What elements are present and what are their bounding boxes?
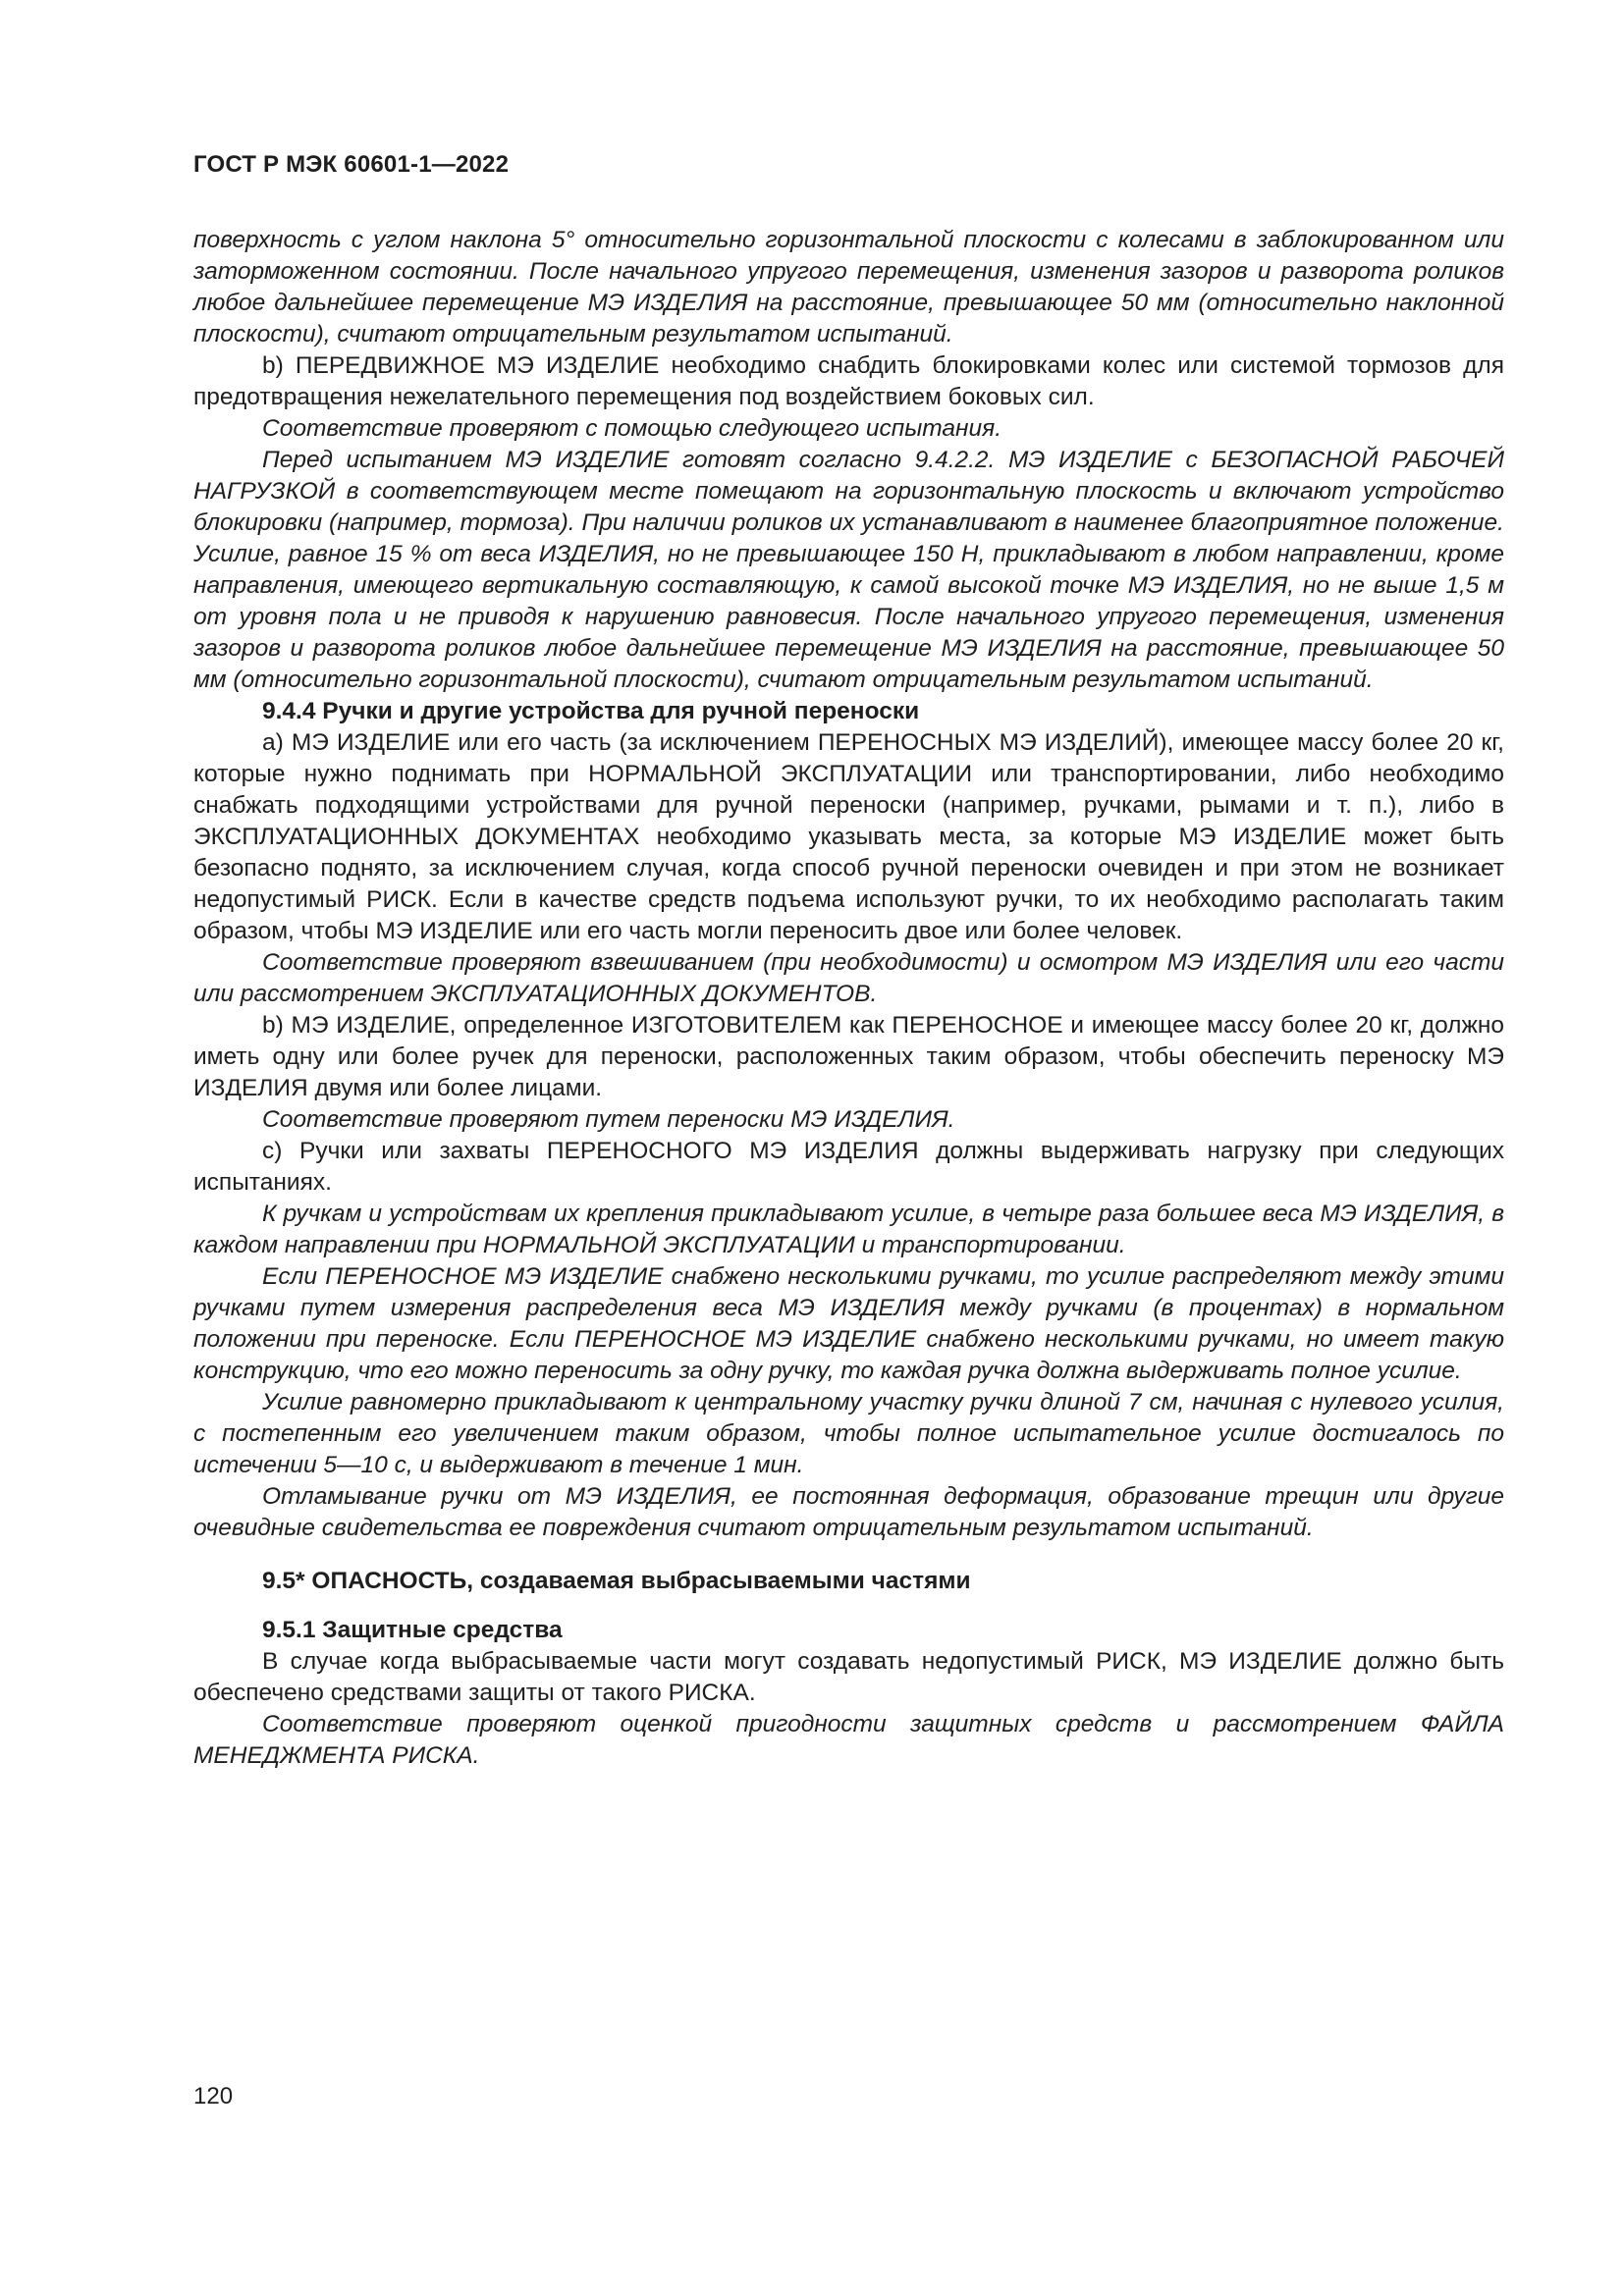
page-number: 120	[193, 2083, 234, 2109]
paragraph-force-uniform: Усилие равномерно прикладывают к центральному участку ручки длиной 7 см, начиная с нулевого усилия, с постепенным его увеличением таким образом, чтобы полное испытательное усилие достигалось по истечении 5—10 с, и выдерживают в течение 1 мин.	[193, 1389, 1504, 1478]
page-content	[193, 225, 1504, 1772]
heading-9-5-1: 9.5.1 Защитные средства	[262, 1617, 563, 1643]
paragraph-compliance-weighing: Соответствие проверяют взвешиванием (при необходимости) и осмотром МЭ ИЗДЕЛИЯ или его части или рассмотрением ЭКСПЛУАТАЦИОННЫХ ДОКУМЕНТОВ.	[193, 949, 1504, 1007]
paragraph-item-b-brakes: b) ПЕРЕДВИЖНОЕ МЭ ИЗДЕЛИЕ необходимо снабдить блокировками колес или системой тормозов для предотвращения нежелательного перемещения под воздействием боковых сил.	[193, 352, 1504, 410]
paragraph-force-distribution: Если ПЕРЕНОСНОЕ МЭ ИЗДЕЛИЕ снабжено несколькими ручками, то усилие распределяют между этими ручками путем измерения распределения веса МЭ ИЗДЕЛИЯ между ручками (в процентах) в нормальном положении при переноске. Если ПЕРЕНОСНОЕ МЭ ИЗДЕЛИЕ снабжено несколькими ручками, но имеет такую конструкцию, что его можно переносить за одну ручку, то каждая ручка должна выдерживать полное усилие.	[193, 1263, 1504, 1384]
paragraph-compliance-risk-file: Соответствие проверяют оценкой пригодности защитных средств и рассмотрением ФАЙЛА МЕНЕДЖМЕНТА РИСКА.	[193, 1711, 1504, 1769]
standard-header: ГОСТ Р МЭК 60601-1—2022	[193, 151, 510, 178]
paragraph-item-a-handles: а) МЭ ИЗДЕЛИЕ или его часть (за исключением ПЕРЕНОСНЫХ МЭ ИЗДЕЛИЙ), имеющее массу более 20 кг, которые нужно поднимать при НОРМАЛЬНОЙ ЭКСПЛУАТАЦИИ или транспортировании, либо необходимо снабжать подходящими устройствами для ручной переноски (например, ручками, рымами и т. п.), либо в ЭКСПЛУАТАЦИОННЫХ ДОКУМЕНТАХ необходимо указывать места, за которые МЭ ИЗДЕЛИЕ может быть безопасно поднято, за исключением случая, когда способ ручной переноски очевиден и при этом не возникает недопустимый РИСК. Если в качестве средств подъема используют ручки, то их необходимо располагать таким образом, чтобы МЭ ИЗДЕЛИЕ или его часть могли переносить двое или более человек.	[193, 729, 1504, 944]
paragraph-item-c-handle-load: c) Ручки или захваты ПЕРЕНОСНОГО МЭ ИЗДЕЛИЯ должны выдерживать нагрузку при следующих испытаниях.	[193, 1138, 1504, 1196]
paragraph-force-application: К ручкам и устройствам их крепления прикладывают усилие, в четыре раза большее веса МЭ ИЗДЕЛИЯ, в каждом направлении при НОРМАЛЬНОЙ ЭКСПЛУАТАЦИИ и транспортировании.	[193, 1201, 1504, 1258]
heading-9-5: 9.5* ОПАСНОСТЬ, создаваемая выбрасываемыми частями	[262, 1568, 971, 1594]
heading-9-4-4: 9.4.4 Ручки и другие устройства для ручной переноски	[262, 698, 920, 724]
paragraph-failure-criteria: Отламывание ручки от МЭ ИЗДЕЛИЯ, ее постоянная деформация, образование трещин или другие очевидные свидетельства ее повреждения считают отрицательным результатом испытаний.	[193, 1483, 1504, 1541]
paragraph-test-slope-continuation: поверхность с углом наклона 5° относительно горизонтальной плоскости с колесами в заблокированном или заторможенном состоянии. После начального упругого перемещения, изменения зазоров и разворота роликов любое дальнейшее перемещение МЭ ИЗДЕЛИЯ на расстояние, превышающее 50 мм (относительно наклонной плоскости), считают отрицательным результатом испытаний.	[193, 227, 1504, 347]
paragraph-test-procedure: Перед испытанием МЭ ИЗДЕЛИЕ готовят согласно 9.4.2.2. МЭ ИЗДЕЛИЕ с БЕЗОПАСНОЙ РАБОЧЕЙ НАГРУЗКОЙ в соответствующем месте помещают на горизонтальную плоскость и включают устройство блокировки (например, тормоза). При наличии роликов их устанавливают в наименее благоприятное положение. Усилие, равное 15 % от веса ИЗДЕЛИЯ, но не превышающее 150 Н, прикладывают в любом направлении, кроме направления, имеющего вертикальную составляющую, к самой высокой точке МЭ ИЗДЕЛИЯ, но не выше 1,5 м от уровня пола и не приводя к нарушению равновесия. После начального упругого перемещения, изменения зазоров и разворота роликов любое дальнейшее перемещение МЭ ИЗДЕЛИЯ на расстояние, превышающее 50 мм (относительно горизонтальной плоскости), считают отрицательным результатом испытаний.	[193, 447, 1504, 693]
paragraph-compliance-carrying: Соответствие проверяют путем переноски МЭ ИЗДЕЛИЯ.	[262, 1106, 955, 1133]
paragraph-item-b-portable: b) МЭ ИЗДЕЛИЕ, определенное ИЗГОТОВИТЕЛЕМ как ПЕРЕНОСНОЕ и имеющее массу более 20 кг, должно иметь одну или более ручек для переноски, расположенных таким образом, чтобы обеспечить переноску МЭ ИЗДЕЛИЯ двумя или более лицами.	[193, 1012, 1504, 1101]
paragraph-protective-means: В случае когда выбрасываемые части могут создавать недопустимый РИСК, МЭ ИЗДЕЛИЕ должно быть обеспечено средствами защиты от такого РИСКА.	[193, 1648, 1504, 1706]
paragraph-compliance-check-test: Соответствие проверяют с помощью следующего испытания.	[262, 415, 1002, 442]
